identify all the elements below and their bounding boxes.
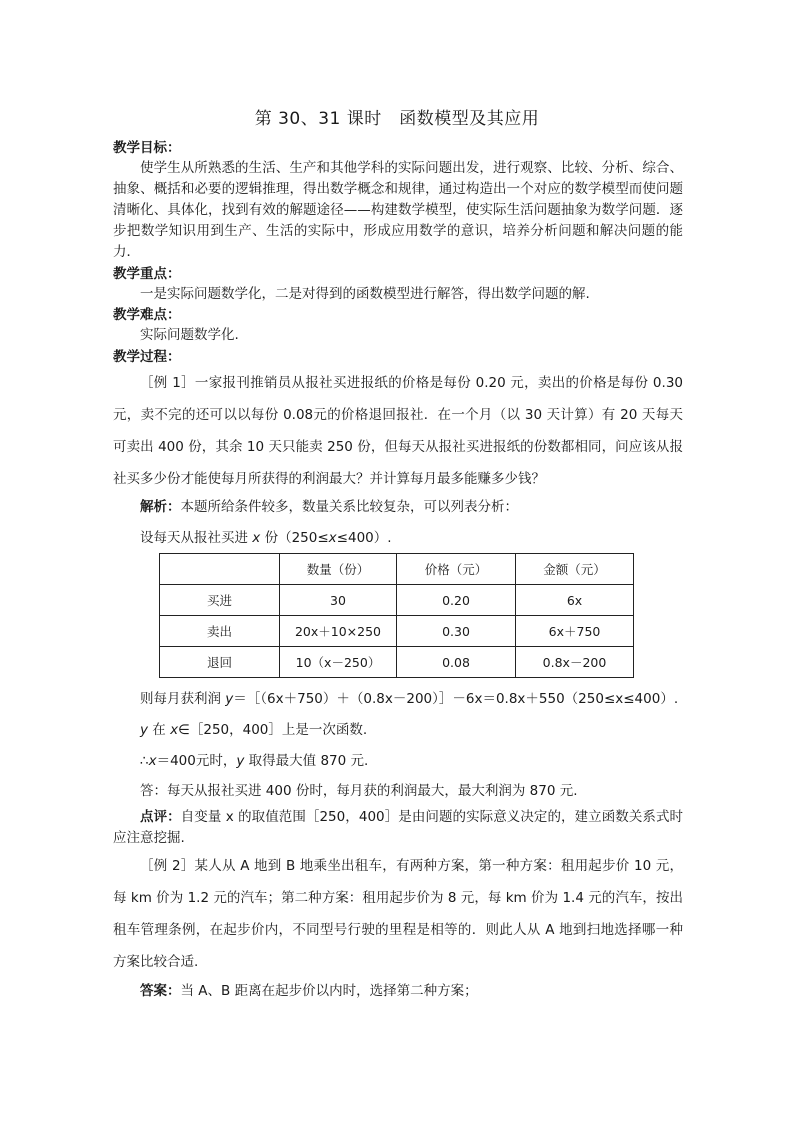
conclusion-var-x: x — [148, 753, 157, 769]
key-heading: 教学重点： — [113, 266, 181, 282]
page-title: 第 30、31 课时 函数模型及其应用 — [254, 109, 540, 129]
analysis-table — [159, 553, 634, 678]
setup-text-a: 设每天从报社买进 — [140, 530, 253, 546]
conclusion-line — [113, 751, 683, 771]
table-cell: 0.20 — [397, 585, 516, 616]
setup-line — [113, 528, 683, 548]
table-cell: 6x＋750 — [516, 616, 634, 647]
goal-text: 使学生从所熟悉的生活、生产和其他学科的实际问题出发，进行观察、比较、分析、综合、抽象、概括和必要的逻辑推理，得出数学概念和规律，通过构造出一个对应的数学模型而使问题清晰化、具体化，找到有效的解题途径——构建数学模型，使实际生活问题抽象为数学问题．逐步把数学知识用到生产、生活的实际中，形成应用数学的意识，培养分析问题和解决问题的能力． — [113, 160, 683, 260]
table-cell: 退回 — [160, 647, 280, 678]
linear-text-b: ∈［250，400］上是一次函数. — [178, 722, 368, 738]
conclusion-var-y: y — [236, 753, 245, 769]
difficulty-text: 实际问题数学化. — [140, 327, 239, 343]
conclusion-text-b: ＝400元时， — [156, 753, 237, 769]
setup-text-c: ≤400）. — [336, 530, 392, 546]
table-row — [160, 647, 634, 678]
table-header-cell: 价格（元） — [397, 554, 516, 585]
table-cell: 0.8x－200 — [516, 647, 634, 678]
setup-text-b: 份（250≤ — [260, 530, 329, 546]
table-cell: 20x＋10×250 — [280, 616, 397, 647]
key-text: 一是实际问题数学化，二是对得到的函数模型进行解答，得出数学问题的解. — [140, 286, 590, 302]
example-2-text: ［例 2］某人从 A 地到 B 地乘坐出租车，有两种方案，第一种方案：租用起步价 10 元，每 km 价为 1.2 元的汽车；第二种方案：租用起步价为 8 元，每 km 价为 1.4 元的汽车，按出租车管理条例，在起步价内，不同型号行驶的里程是相等的．则此人从 A 地到扫地选择哪一种方案比较合适. — [113, 858, 683, 970]
analysis-line — [113, 497, 683, 517]
table-cell: 6x — [516, 585, 634, 616]
difficulty-heading: 教学难点： — [113, 307, 181, 323]
setup-var-x: x — [252, 530, 261, 546]
example-2-answer — [113, 981, 683, 1001]
conclusion-text-c: 取得最大值 870 元. — [244, 753, 369, 769]
table-header-cell — [160, 554, 280, 585]
table-header-cell: 数量（份） — [280, 554, 397, 585]
profit-var-y: y — [225, 691, 234, 707]
linear-line — [113, 720, 683, 740]
setup-var-x2: x — [328, 530, 337, 546]
analysis-label: 解析： — [140, 499, 181, 515]
example-1-answer: 答：每天从报社买进 400 份时，每月获的利润最大，最大利润为 870 元. — [140, 783, 578, 799]
answer-text: 当 A、B 距离在起步价以内时，选择第二种方案； — [180, 983, 478, 999]
table-cell: 10（x－250） — [280, 647, 397, 678]
table-header-cell: 金额（元） — [516, 554, 634, 585]
table-cell: 0.08 — [397, 647, 516, 678]
comment-text: 自变量 x 的取值范围［250，400］是由问题的实际意义决定的，建立函数关系式时应注意挖掘. — [113, 809, 684, 846]
table-cell: 30 — [280, 585, 397, 616]
conclusion-text-a: ∴ — [140, 753, 149, 769]
linear-var-y: y — [140, 722, 148, 738]
answer-label: 答案： — [140, 983, 181, 999]
analysis-text: 本题所给条件较多，数量关系比较复杂，可以列表分析： — [180, 499, 518, 515]
linear-var-x: x — [170, 722, 179, 738]
example-1-text: ［例 1］一家报刊推销员从报社买进报纸的价格是每份 0.20 元，卖出的价格是每份 0.30 元，卖不完的还可以以每份 0.08元的价格退回报社．在一个月（以 30 天计算）有 20 天每天可卖出 400 份，其余 10 天只能卖 250 份，但每天从报社买进报纸的份数都相同，问应该从报社买多少份才能使每月所获得的利润最大？并计算每月最多能赚多少钱？ — [113, 375, 683, 487]
profit-text-a: 则每月获利润 — [140, 691, 226, 707]
profit-text-b: ＝［（6x＋750）＋（0.8x－200）］－6x＝0.8x＋550（250≤x≤400）. — [233, 691, 679, 707]
profit-line — [113, 689, 683, 709]
comment-label: 点评： — [140, 809, 181, 825]
linear-text-a: 在 — [148, 722, 171, 738]
goal-heading: 教学目标： — [113, 140, 181, 156]
process-heading: 教学过程： — [113, 349, 181, 365]
table-cell: 0.30 — [397, 616, 516, 647]
table-cell: 买进 — [160, 585, 280, 616]
table-row — [160, 585, 634, 616]
table-header-row — [160, 554, 634, 585]
comment-block — [113, 807, 683, 849]
table-cell: 卖出 — [160, 616, 280, 647]
table-row — [160, 616, 634, 647]
